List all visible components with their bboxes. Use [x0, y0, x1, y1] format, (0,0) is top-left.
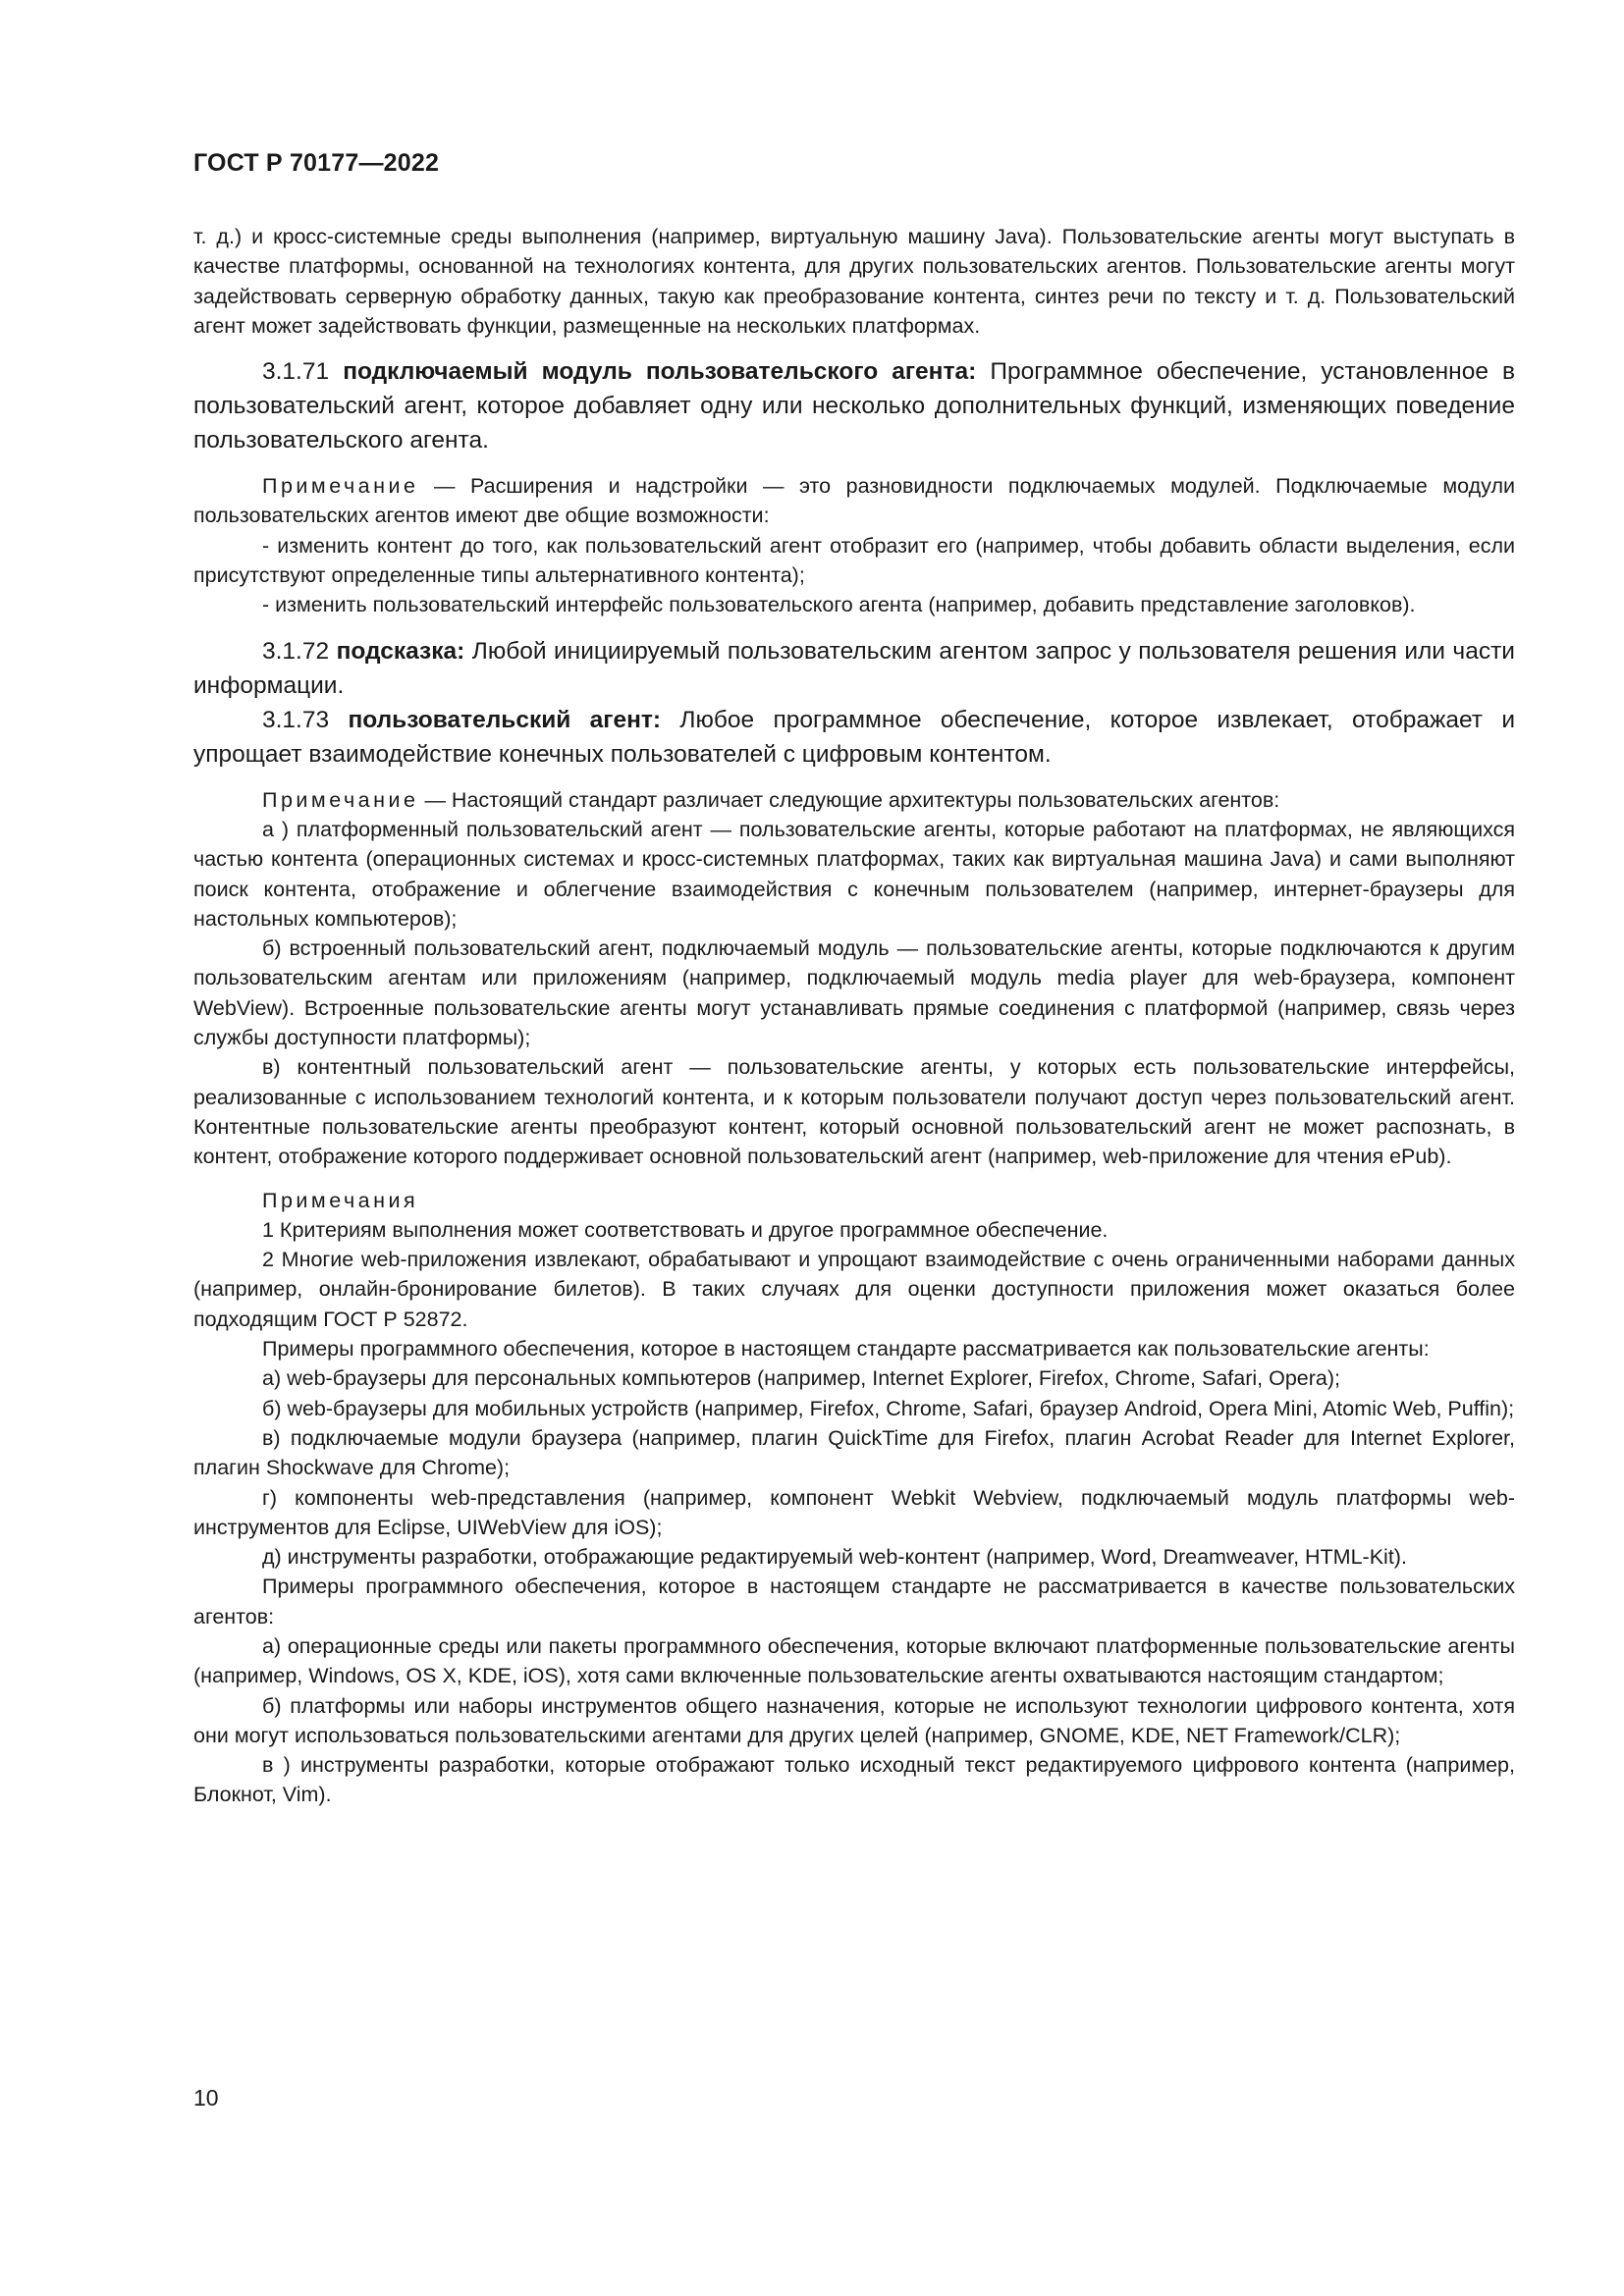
note-item: - изменить пользовательский интерфейс пользовательского агента (например, добавить представление заголовков). [262, 593, 1416, 617]
note-text: — Настоящий стандарт различает следующие архитектуры пользовательских агентов: [424, 787, 1280, 812]
note-item: 1 Критериям выполнения может соответствовать и другое программное обеспечение. [262, 1217, 1109, 1242]
note-item: б) web-браузеры для мобильных устройств (например, Firefox, Chrome, Safari, браузер Android, Opera Mini, Atomic Web, Puffin); [262, 1396, 1515, 1420]
notes-heading [193, 1186, 1515, 1215]
note-label: Примечание [262, 474, 419, 499]
page-number: 10 [193, 2085, 219, 2110]
term-3-1-71 [193, 354, 1515, 457]
term-number: 3.1.71 [262, 358, 330, 386]
term-3-1-73 [193, 703, 1515, 772]
note-3-1-73 [193, 785, 1515, 815]
term-title: пользовательский агент: [348, 706, 662, 733]
term-3-1-72 [193, 634, 1515, 703]
term-definition: Программное обеспечение, установленное в пользовательский агент, которое добавляет одну или несколько дополнительных функций, изменяющих поведение пользовательского агента. [193, 358, 1516, 454]
note-item: а) операционные среды или пакеты программного обеспечения, которые включают платформенные пользовательские агенты (например, Windows, OS X, KDE, iOS), хотя сами включенные пользовательские агенты охватываются настоящим стандартом; [193, 1633, 1515, 1688]
notes-label: Примечания [262, 1188, 419, 1212]
note-item: б) встроенный пользовательский агент, подключаемый модуль — пользовательские агенты, которые подключаются к другим пользовательским агентам или приложениям (например, подключаемый модуль media player для web-браузера, компонент WebView). Встроенные пользовательские агенты могут устанавливать прямые соединения с платформой (например, связь через службы доступности платформы); [193, 936, 1515, 1050]
note-item: - изменить контент до того, как пользовательский агент отобразит его (например, чтобы добавить области выделения, если присутствуют определенные типы альтернативного контента); [193, 533, 1515, 588]
note-text: — Расширения и надстройки — это разновидности подключаемых модулей. Подключаемые модули пользовательских агентов имеют две общие возможности: [193, 474, 1515, 528]
term-title: подсказка: [336, 637, 465, 665]
note-paragraph: Примеры программного обеспечения, которое в настоящем стандарте рассматривается как пользовательские агенты: [262, 1337, 1430, 1362]
note-3-1-71 [193, 471, 1515, 531]
note-paragraph: Примеры программного обеспечения, которое в настоящем стандарте не рассматривается в качестве пользовательских агентов: [193, 1575, 1515, 1629]
note-item: в) контентный пользовательский агент — пользовательские агенты, у которых есть пользовательские интерфейсы, реализованные с использованием технологий контента, и к которым пользователи получают доступ через пользовательский агент. Контентные пользовательские агенты преобразуют контент, который основной пользовательский агент не может распознать, в контент, отображение которого поддерживает основной пользовательский агент (например, web-приложение для чтения ePub). [193, 1055, 1515, 1169]
note-item: д) инструменты разработки, отображающие редактируемый web-контент (например, Word, Dreamweaver, HTML-Kit). [262, 1545, 1407, 1570]
document-body [193, 222, 1515, 1810]
continuation-paragraph: т. д.) и кросс-системные среды выполнения (например, виртуальную машину Java). Пользовательские агенты могут выступать в качестве платформы, основанной на технологиях контента, для других пользовательских агентов. Пользовательские агенты могут задействовать серверную обработку данных, такую как преобразование контента, синтез речи по тексту и т. д. Пользовательский агент может задействовать функции, размещенные на нескольких платформах. [193, 225, 1515, 338]
term-number: 3.1.72 [262, 637, 330, 665]
note-item: б) платформы или наборы инструментов общего назначения, которые не используют технологии цифрового контента, хотя они могут использоваться пользовательскими агентами для других целей (например, GNOME, KDE, NET Framework/CLR); [193, 1693, 1515, 1747]
note-item: г) компоненты web-представления (например, компонент Webkit Webview, подключаемый модуль платформы web-инструментов для Eclipse, UIWebView для iOS); [193, 1485, 1515, 1539]
note-item: в) подключаемые модули браузера (например, плагин QuickTime для Firefox, плагин Acrobat Reader для Internet Explorer, плагин Shockwave для Chrome); [193, 1425, 1515, 1480]
note-item: а) web-браузеры для персональных компьютеров (например, Internet Explorer, Firefox, Chrome, Safari, Opera); [262, 1366, 1340, 1391]
document-header: ГОСТ Р 70177—2022 [193, 149, 440, 177]
term-number: 3.1.73 [262, 706, 330, 733]
note-item: а ) платформенный пользовательский агент — пользовательские агенты, которые работают на платформах, не являющихся частью контента (операционных системах и кросс-системных платформах, таких как виртуальная машина Java) и сами выполняют поиск контента, отображение и облегчение взаимодействия с конечным пользователем (например, интернет-браузеры для настольных компьютеров); [193, 817, 1515, 931]
note-item: 2 Многие web-приложения извлекают, обрабатывают и упрощают взаимодействие с очень ограниченными наборами данных (например, онлайн-бронирование билетов). В таких случаях для оценки доступности приложения может оказаться более подходящим ГОСТ Р 52872. [193, 1248, 1515, 1331]
note-label: Примечание [262, 787, 419, 812]
term-definition: Любое программное обеспечение, которое извлекает, отображает и упрощает взаимодействие конечных пользователей с цифровым контентом. [193, 706, 1516, 768]
note-item: в ) инструменты разработки, которые отображают только исходный текст редактируемого цифрового контента (например, Блокнот, Vim). [193, 1753, 1515, 1807]
term-definition: Любой инициируемый пользовательским агентом запрос у пользователя решения или части информации. [193, 637, 1515, 699]
term-title: подключаемый модуль пользовательского агента: [343, 358, 977, 386]
